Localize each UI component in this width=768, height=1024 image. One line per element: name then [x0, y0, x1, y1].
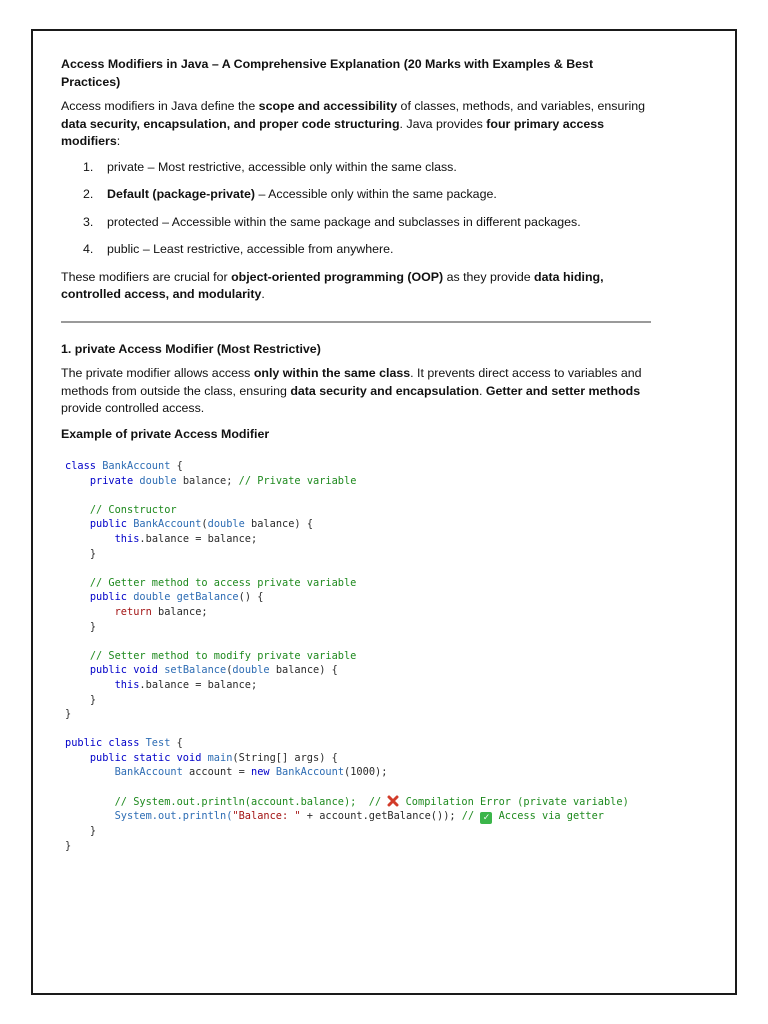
code-token: (	[226, 664, 233, 677]
code-token: BankAccount	[114, 766, 183, 779]
code-token: getBalance	[170, 591, 239, 604]
code-token: // System.out.println(account.balance); //	[114, 795, 388, 808]
code-token: }	[89, 620, 97, 633]
code-token: // Setter method to modify private variable	[89, 649, 357, 662]
example-heading: Example of private Access Modifier	[61, 426, 270, 441]
code-token: (String[] args) {	[232, 751, 338, 764]
summary-paragraph: These modifiers are crucial for object-oriented programming (OOP) as they provide data hiding, controlled access, and modularity.	[61, 269, 604, 301]
code-token: }	[89, 547, 97, 560]
check-mark-icon: ✓	[480, 812, 492, 824]
code-token: this	[114, 532, 140, 545]
code-token: this	[114, 678, 140, 691]
modifier-list	[61, 159, 651, 259]
code-token: {	[170, 460, 183, 472]
code-token: //	[461, 810, 481, 823]
code-token: balance;	[176, 474, 233, 487]
code-token: public	[89, 518, 128, 531]
code-token: }	[89, 693, 97, 706]
section-paragraph: The private modifier allows access only within the same class. It prevents direct access to variables and methods from outside the class, ensuring data security and encapsulation. Getter and setter methods provide controlled access.	[61, 366, 642, 415]
section-heading: 1. private Access Modifier (Most Restrictive)	[61, 341, 321, 356]
code-token: {	[170, 737, 183, 750]
code-token: main	[201, 751, 233, 764]
list-item: 3. protected – Accessible within the same package and subclasses in different packages.	[83, 214, 581, 229]
code-token: return	[114, 605, 152, 618]
code-token: (1000);	[344, 766, 388, 779]
code-token: BankAccount	[96, 460, 171, 472]
code-token: // Constructor	[89, 503, 177, 516]
code-token: double	[133, 474, 177, 487]
code-block	[65, 459, 651, 853]
code-token: balance) {	[269, 664, 338, 677]
code-token: "Balance: "	[232, 810, 301, 823]
horizontal-divider	[61, 321, 651, 323]
code-token: balance;	[151, 605, 208, 618]
code-token: Test	[139, 737, 171, 750]
code-token: BankAccount	[127, 518, 202, 531]
code-token: BankAccount	[269, 766, 345, 779]
code-token: // Private variable	[232, 474, 357, 487]
code-token: double	[207, 518, 245, 531]
code-token: .balance = balance;	[139, 678, 258, 691]
code-token: public	[89, 591, 128, 604]
code-token: public static void	[89, 751, 202, 764]
code-token: }	[65, 839, 72, 852]
intro-paragraph: Access modifiers in Java define the scope and accessibility of classes, methods, and variables, ensuring data security, encapsulation, and proper code structuring. Java provides four primary access modifiers:	[61, 99, 646, 148]
code-token: private	[89, 474, 134, 487]
cross-mark-icon	[387, 795, 399, 807]
code-token: account =	[182, 766, 252, 779]
code-token: }	[89, 825, 97, 838]
code-token: // Getter method to access private variable	[89, 576, 357, 589]
list-item: 1. private – Most restrictive, accessible only within the same class.	[83, 159, 457, 174]
list-item: 4. public – Least restrictive, accessible from anywhere.	[83, 242, 394, 256]
code-token: .balance = balance;	[139, 532, 258, 545]
document-content	[61, 56, 651, 853]
code-token: System.out.println(	[114, 810, 233, 823]
code-token: Access via getter	[492, 810, 604, 823]
code-token: public void	[89, 664, 159, 677]
code-token: double	[127, 591, 171, 604]
code-token: double	[232, 664, 270, 677]
code-token: }	[65, 708, 72, 721]
code-token: + account.getBalance());	[300, 810, 462, 823]
code-token: (	[201, 518, 208, 531]
code-token: () {	[238, 591, 264, 604]
code-token: setBalance	[158, 664, 227, 677]
code-token: balance) {	[244, 518, 314, 531]
list-item: 2. Default (package-private) – Accessible only within the same package.	[83, 187, 497, 201]
code-token: Compilation Error (private variable)	[399, 795, 629, 808]
code-token: public class	[65, 737, 140, 750]
code-token: class	[65, 460, 96, 472]
document-title: Access Modifiers in Java – A Comprehensive Explanation (20 Marks with Examples & Best Practices)	[61, 57, 594, 89]
code-token: new	[251, 766, 270, 779]
